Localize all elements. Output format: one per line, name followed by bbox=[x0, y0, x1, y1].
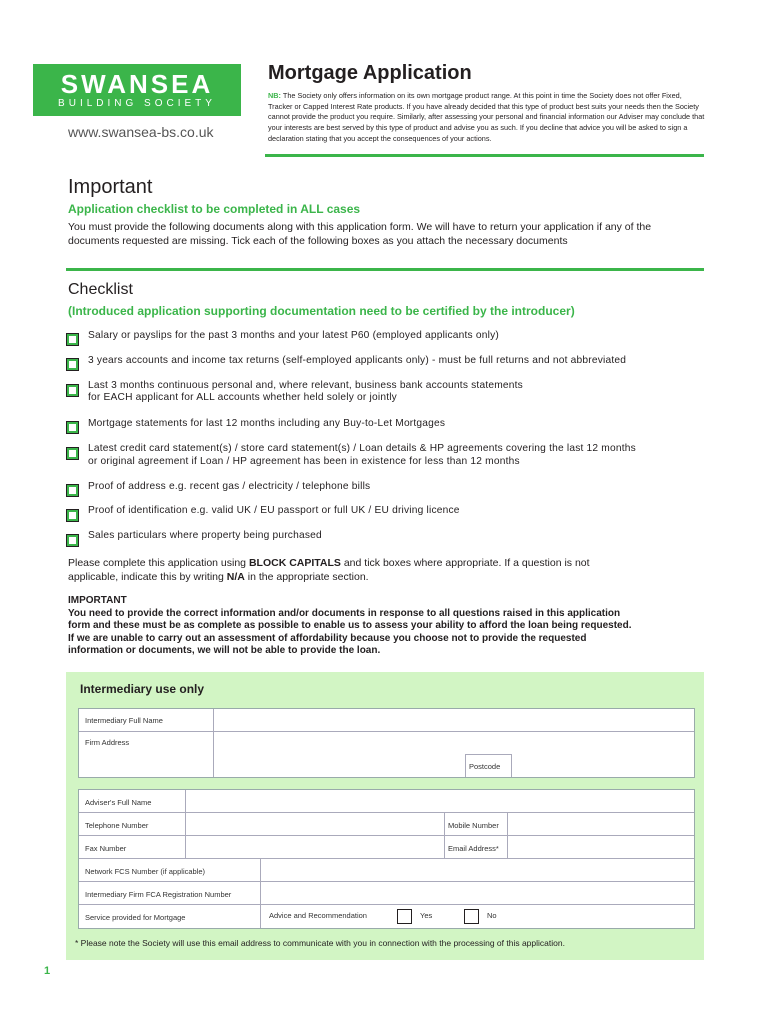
checklist-heading: Checklist bbox=[68, 281, 133, 298]
checkbox-sales-particulars[interactable] bbox=[66, 534, 79, 547]
checklist-item-cont: for EACH applicant for ALL accounts whether held solely or jointly bbox=[88, 392, 397, 403]
label-advice-recommendation: Advice and Recommendation bbox=[269, 911, 367, 920]
nb-text: The Society only offers information on its own mortgage product range. At this point in time the Society does not offer Fixed, Tracker or Capped Interest Rate products. If you have already decided that this type of product best suits your needs then the Society cannot provide the product you require. Similarly, after assessing your personal and financial information our Adviser may conclude that your interests are best served by this type of product and advise you as such. If you decline that advice you will be asked to sign a declaration stating that you accept the consequences of your actions. bbox=[268, 91, 705, 143]
checkbox-mortgage-statements[interactable] bbox=[66, 421, 79, 434]
label-firm-address: Firm Address bbox=[85, 738, 130, 747]
nb-notice bbox=[268, 91, 708, 145]
checkbox-credit-card[interactable] bbox=[66, 447, 79, 460]
postcode-field[interactable] bbox=[512, 755, 694, 777]
page-number: 1 bbox=[44, 965, 51, 977]
yes-checkbox[interactable] bbox=[397, 909, 412, 924]
important-text: You must provide the following documents along with this application form. We will have to return your application if any of the documents requested are missing. Tick each of the following boxes as you attach the necessary documents bbox=[68, 221, 652, 247]
logo-wordmark: SWANSEA bbox=[60, 69, 214, 99]
checklist-item: Proof of identification e.g. valid UK / EU passport or full UK / EU driving licence bbox=[88, 505, 460, 516]
instr-block-capitals: BLOCK CAPITALS bbox=[248, 557, 341, 569]
checkbox-bank-statements[interactable] bbox=[66, 384, 79, 397]
checklist-item: Salary or payslips for the past 3 months and your latest P60 (employed applicants only) bbox=[88, 330, 499, 341]
page-title: Mortgage Application bbox=[268, 62, 472, 84]
checkbox-proof-id[interactable] bbox=[66, 509, 79, 522]
checklist-item-cont: or original agreement if Loan / HP agreement has been in existence for less than 12 months bbox=[88, 456, 520, 467]
label-no: No bbox=[487, 911, 497, 920]
important-label: IMPORTANT bbox=[68, 595, 127, 606]
important-subheading: Application checklist to be completed in ALL cases bbox=[68, 202, 361, 216]
instr-text: and tick boxes where appropriate. If a question is not bbox=[340, 557, 590, 569]
instr-text: applicable, indicate this by writing bbox=[68, 571, 227, 583]
label-postcode: Postcode bbox=[469, 762, 501, 771]
checklist-item: Proof of address e.g. recent gas / electricity / telephone bills bbox=[88, 481, 371, 492]
checkbox-accounts[interactable] bbox=[66, 358, 79, 371]
instructions-paragraph bbox=[68, 556, 704, 584]
swansea-logo bbox=[33, 64, 241, 116]
checklist-item: Latest credit card statement(s) / store card statement(s) / Loan details & HP agreements covering the last 12 months bbox=[88, 443, 636, 454]
label-telephone: Telephone Number bbox=[85, 821, 149, 830]
checklist-item: 3 years accounts and income tax returns (self-employed applicants only) - must be full returns and not abbreviated bbox=[88, 355, 627, 366]
important-notice bbox=[68, 595, 708, 658]
website-url[interactable]: www.swansea-bs.co.uk bbox=[68, 124, 214, 140]
intermediary-name-field[interactable] bbox=[214, 709, 694, 731]
mobile-field[interactable] bbox=[508, 813, 694, 835]
checkbox-payslips[interactable] bbox=[66, 333, 79, 346]
label-adviser-name: Adviser's Full Name bbox=[85, 798, 152, 807]
important-heading: Important bbox=[68, 176, 153, 198]
network-fcs-field[interactable] bbox=[261, 859, 694, 881]
important-line: If we are unable to carry out an assessment of affordability because you choose not to provide the requested bbox=[68, 632, 587, 644]
label-service-provided: Service provided for Mortgage bbox=[85, 913, 186, 922]
label-yes: Yes bbox=[420, 911, 433, 920]
important-divider bbox=[66, 268, 704, 271]
important-line: You need to provide the correct information and/or documents in response to all questions raised in this application bbox=[68, 607, 621, 619]
fca-registration-field[interactable] bbox=[261, 882, 694, 904]
adviser-block bbox=[78, 789, 695, 929]
instr-text: Please complete this application using bbox=[68, 557, 249, 569]
firm-address-field[interactable] bbox=[214, 732, 694, 754]
fax-field[interactable] bbox=[186, 836, 444, 858]
label-fax: Fax Number bbox=[85, 844, 127, 853]
adviser-name-field[interactable] bbox=[186, 790, 694, 812]
important-line: form and these must be as complete as possible to enable us to assess your ability to afford the loan being requested. bbox=[68, 620, 632, 631]
instr-text: in the appropriate section. bbox=[244, 571, 369, 583]
nb-label: NB: bbox=[268, 91, 281, 100]
label-intermediary-name: Intermediary Full Name bbox=[85, 716, 163, 725]
checklist-subheading: (Introduced application supporting documentation need to be certified by the introducer) bbox=[68, 304, 575, 318]
label-network-fcs: Network FCS Number (if applicable) bbox=[85, 867, 206, 876]
email-footnote: * Please note the Society will use this email address to communicate with you in connection with the processing of this application. bbox=[75, 938, 565, 948]
instr-na: N/A bbox=[226, 571, 245, 583]
logo-tagline: BUILDING SOCIETY bbox=[58, 98, 216, 109]
checklist-item: Last 3 months continuous personal and, where relevant, business bank accounts statements bbox=[88, 380, 523, 391]
header-divider bbox=[265, 154, 704, 157]
label-fca-registration: Intermediary Firm FCA Registration Number bbox=[85, 890, 232, 899]
label-mobile: Mobile Number bbox=[448, 821, 499, 830]
email-field[interactable] bbox=[508, 836, 694, 858]
intermediary-firm-block bbox=[78, 708, 695, 778]
label-email: Email Address* bbox=[448, 844, 499, 853]
important-line: information or documents, we will not be able to provide the loan. bbox=[68, 645, 381, 656]
no-checkbox[interactable] bbox=[464, 909, 479, 924]
intermediary-title: Intermediary use only bbox=[80, 682, 205, 696]
telephone-field[interactable] bbox=[186, 813, 444, 835]
checkbox-proof-address[interactable] bbox=[66, 484, 79, 497]
checklist-item: Sales particulars where property being purchased bbox=[88, 530, 322, 541]
checklist-item: Mortgage statements for last 12 months including any Buy-to-Let Mortgages bbox=[88, 418, 446, 429]
